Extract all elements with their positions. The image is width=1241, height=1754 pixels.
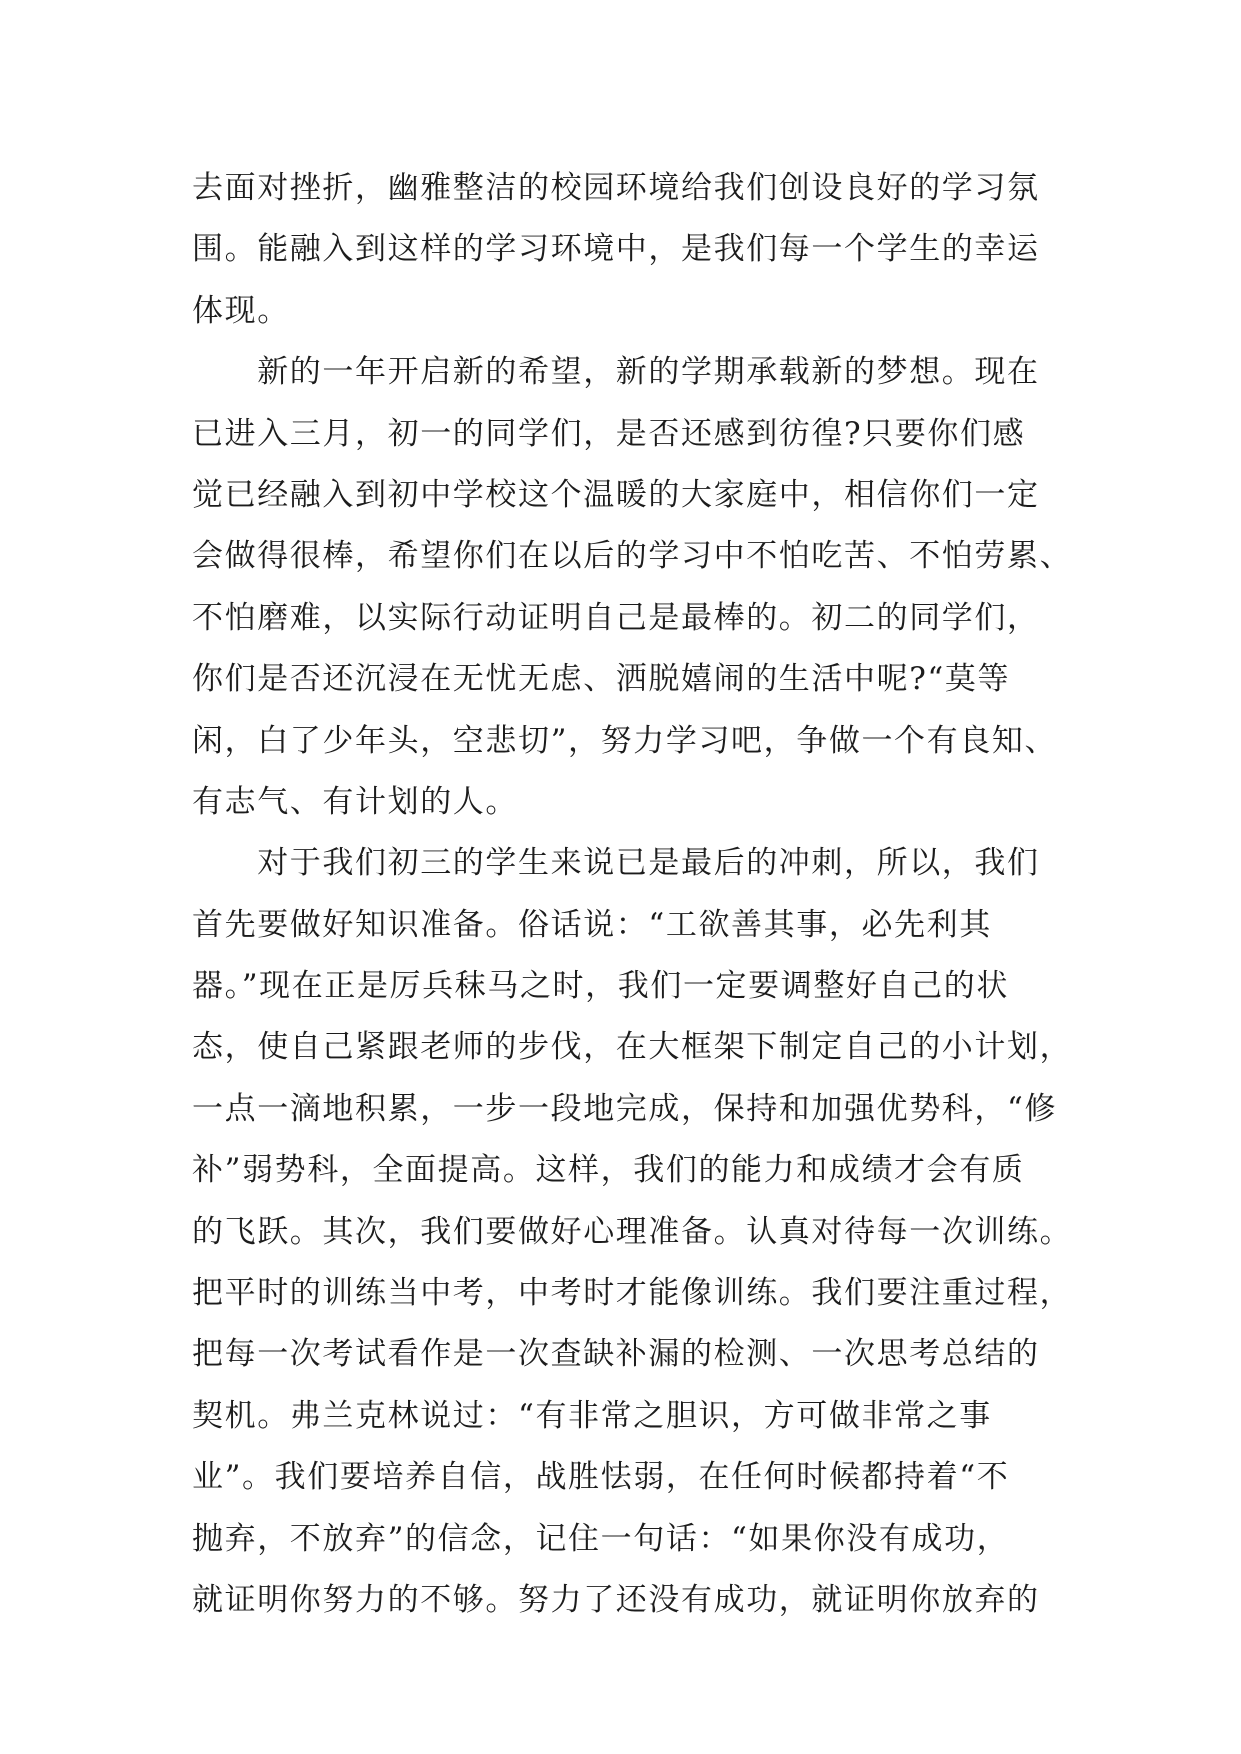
text-line: 围。能融入到这样的学习环境中，是我们每一个学生的幸运 — [192, 231, 1040, 268]
text-line: 态，使自己紧跟老师的步伐，在大框架下制定自己的小计划， — [192, 1029, 1073, 1066]
text-line: 对于我们初三的学生来说已是最后的冲刺，所以，我们 — [192, 845, 1040, 882]
text-line: 新的一年开启新的希望，新的学期承载新的梦想。现在 — [192, 354, 1040, 391]
text-line: 的飞跃。其次，我们要做好心理准备。认真对待每一次训练。 — [192, 1213, 1073, 1250]
text-line: 会做得很棒，希望你们在以后的学习中不怕吃苦、不怕劳累、 — [192, 538, 1073, 575]
text-line: 不怕磨难，以实际行动证明自己是最棒的。初二的同学们， — [192, 599, 1040, 636]
text-line: 器。”现在正是厉兵秣马之时，我们一定要调整好自己的状 — [192, 968, 1009, 1005]
text-line: 业”。我们要培养自信，战胜怯弱，在任何时候都持着“不 — [192, 1459, 1010, 1496]
text-line: 你们是否还沉浸在无忧无虑、洒脱嬉闹的生活中呢?“莫等 — [192, 661, 1011, 698]
text-line: 去面对挫折，幽雅整洁的校园环境给我们创设良好的学习氛 — [192, 170, 1040, 206]
text-line: 有志气、有计划的人。 — [192, 783, 518, 820]
text-line: 补”弱势科，全面提高。这样，我们的能力和成绩才会有质 — [192, 1152, 1025, 1189]
text-line: 觉已经融入到初中学校这个温暖的大家庭中，相信你们一定 — [192, 476, 1040, 513]
text-line: 抛弃，不放弃”的信念，记住一句话：“如果你没有成功， — [192, 1520, 1010, 1557]
text-line: 就证明你努力的不够。努力了还没有成功，就证明你放弃的 — [192, 1581, 1040, 1618]
text-line: 闲，白了少年头，空悲切”，努力学习吧，争做一个有良知、 — [192, 722, 1058, 759]
text-line: 一点一滴地积累，一步一段地完成，保持和加强优势科，“修 — [192, 1090, 1058, 1127]
text-line: 把平时的训练当中考，中考时才能像训练。我们要注重过程， — [192, 1275, 1073, 1312]
text-line: 首先要做好知识准备。俗话说：“工欲善其事，必先利其 — [192, 906, 992, 943]
text-line: 体现。 — [192, 292, 290, 329]
text-line: 契机。弗兰克林说过：“有非常之胆识，方可做非常之事 — [192, 1397, 992, 1434]
body-text — [192, 158, 1073, 1631]
text-line: 已进入三月，初一的同学们，是否还感到彷徨?只要你们感 — [192, 415, 1026, 452]
text-line: 把每一次考试看作是一次查缺补漏的检测、一次思考总结的 — [192, 1336, 1040, 1373]
